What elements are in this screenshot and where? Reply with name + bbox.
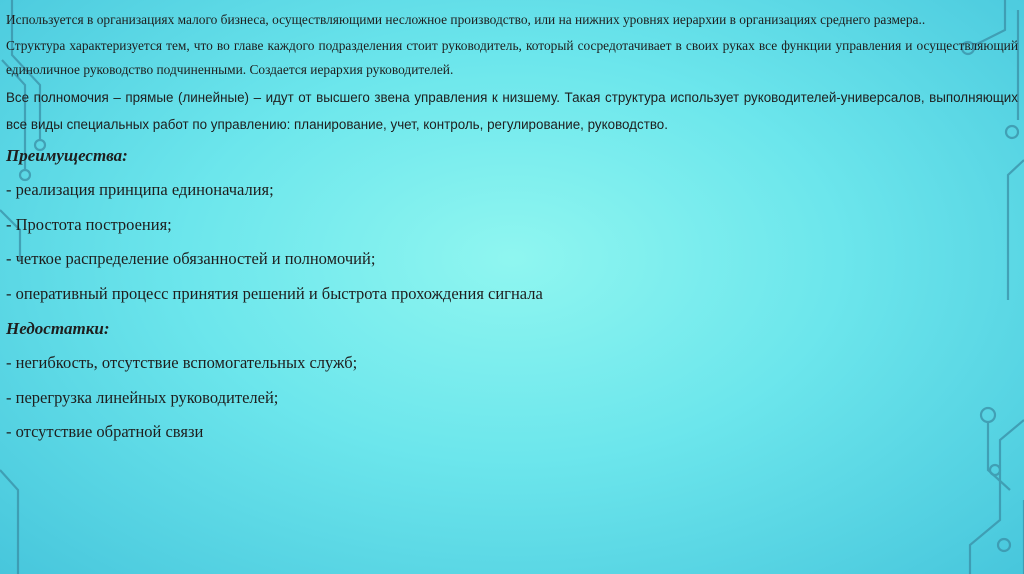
intro-paragraph: Используется в организациях малого бизнеса, осуществляющими несложное производство, или на нижних уровнях иерархии в организациях среднего размера..	[6, 12, 926, 27]
structure-paragraph: Структура характеризуется тем, что во главе каждого подразделения стоит руководитель, который сосредотачивает в своих руках все функции управления и осуществляющий единоличное руководство подчиненными. Создается иерархия руководителей.	[6, 38, 1018, 77]
authority-paragraph: Все полномочия – прямые (линейные) – идут от высшего звена управления к низшему. Такая структура использует руководителей-универсалов, выполняющих все виды специальных работ по управлению: планирование, учет, контроль, регулирование, руководство.	[6, 90, 1018, 132]
slide-content	[6, 8, 1018, 450]
advantages-heading: Преимущества:	[6, 146, 128, 165]
list-item: - Простота построения;	[6, 214, 172, 234]
disadvantages-heading: Недостатки:	[6, 319, 110, 338]
list-item: - четкое распределение обязанностей и полномочий;	[6, 249, 376, 268]
list-item: - реализация принципа единоначалия;	[6, 180, 274, 199]
list-item: - отсутствие обратной связи	[6, 422, 204, 441]
list-item: - оперативный процесс принятия решений и быстрота прохождения сигнала	[6, 283, 543, 303]
list-item: - перегрузка линейных руководителей;	[6, 387, 279, 407]
list-item: - негибкость, отсутствие вспомогательных служб;	[6, 353, 358, 372]
